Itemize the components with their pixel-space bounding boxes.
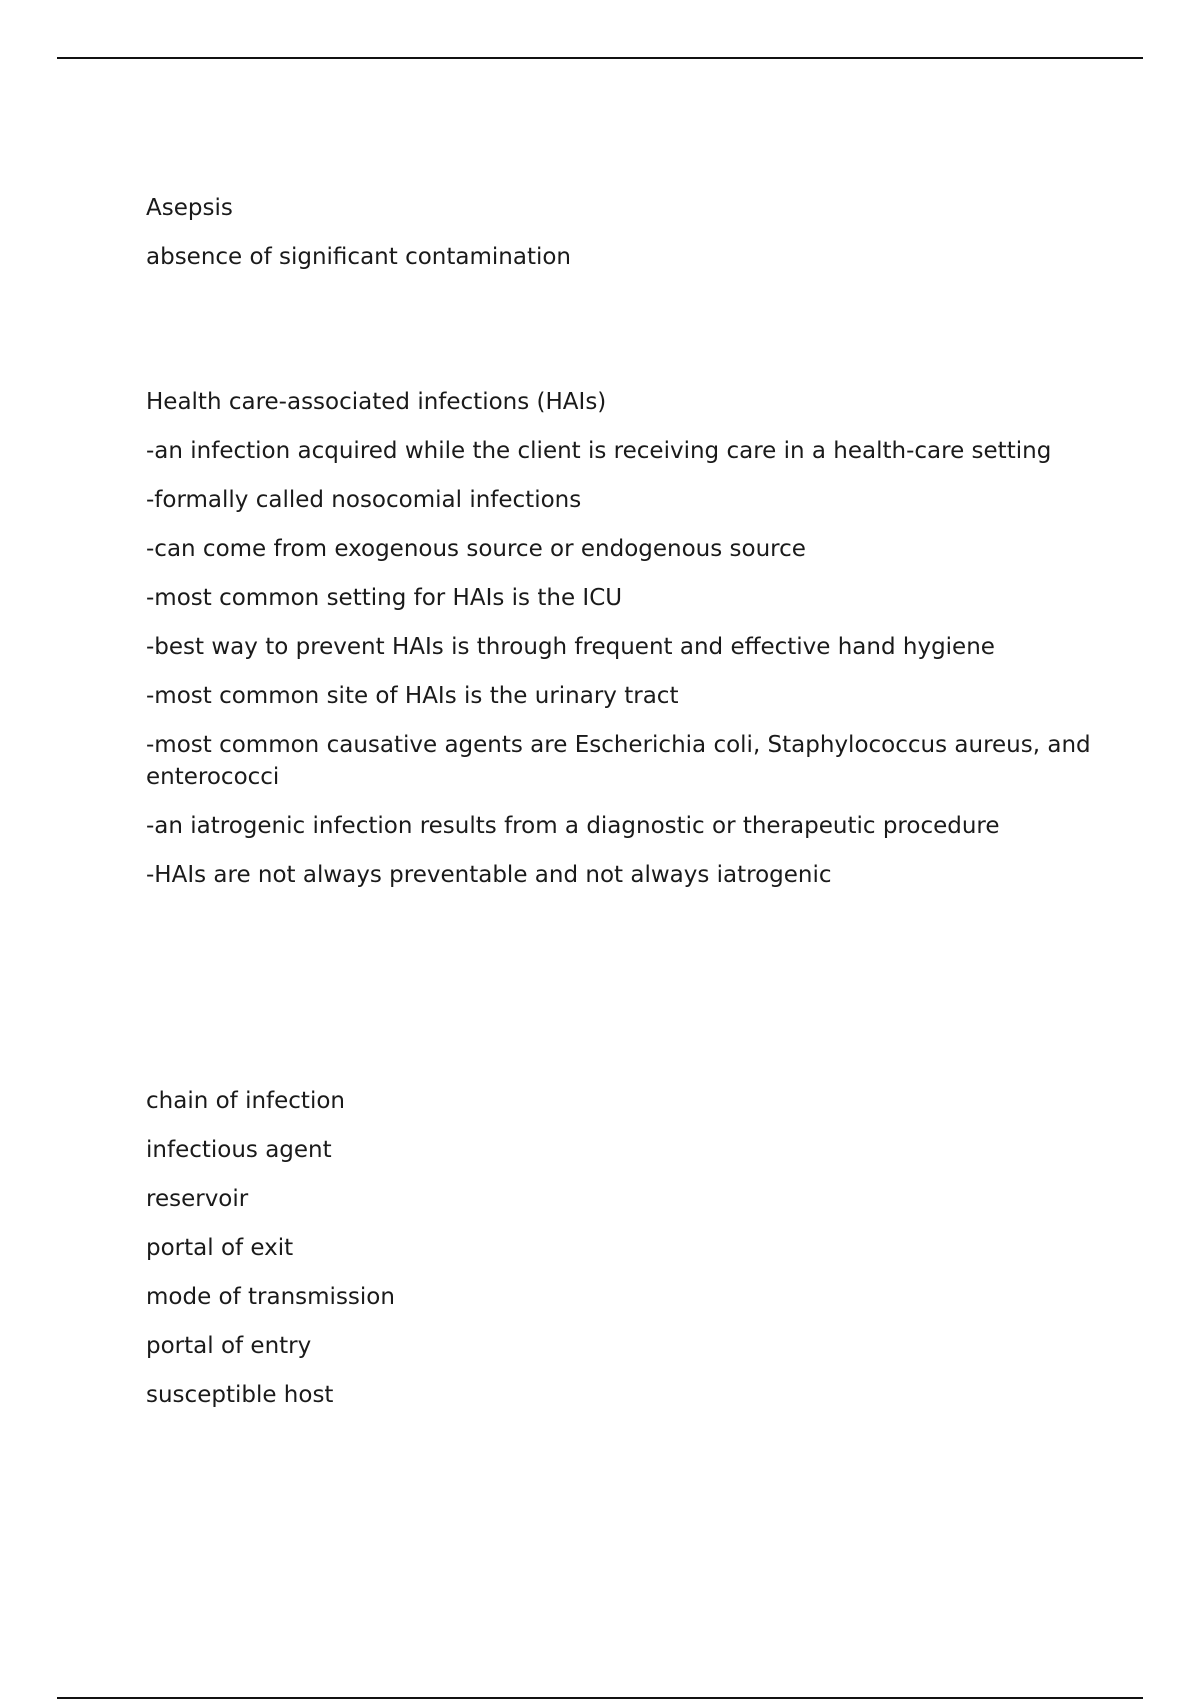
- card-definition-line: portal of exit: [146, 1235, 294, 1261]
- card-definition-line: -can come from exogenous source or endogenous source: [146, 536, 806, 562]
- card-term: Health care-associated infections (HAIs): [146, 389, 607, 415]
- card-definition-line: absence of significant contamination: [146, 244, 571, 270]
- card-definition-line: -an iatrogenic infection results from a diagnostic or therapeutic procedure: [146, 813, 1000, 839]
- card-definition-line: mode of transmission: [146, 1284, 395, 1310]
- flashcard-asepsis: [146, 192, 1106, 290]
- flashcard-chain-of-infection: [146, 1085, 1106, 1428]
- card-definition-line: -most common causative agents are Escherichia coli, Staphylococcus aureus, and enterococci: [146, 732, 1091, 790]
- card-definition-line: -most common setting for HAIs is the ICU: [146, 585, 623, 611]
- card-definition-line: -best way to prevent HAIs is through frequent and effective hand hygiene: [146, 634, 995, 660]
- bottom-divider: [57, 1697, 1143, 1699]
- top-divider: [57, 57, 1143, 59]
- card-definition-line: -most common site of HAIs is the urinary tract: [146, 683, 679, 709]
- card-definition-line: -HAIs are not always preventable and not always iatrogenic: [146, 862, 832, 888]
- card-definition-line: -an infection acquired while the client is receiving care in a health-care setting: [146, 438, 1052, 464]
- card-definition-line: portal of entry: [146, 1333, 312, 1359]
- card-term: Asepsis: [146, 195, 233, 221]
- card-definition-line: reservoir: [146, 1186, 249, 1212]
- card-definition-line: susceptible host: [146, 1382, 334, 1408]
- card-definition-line: -formally called nosocomial infections: [146, 487, 582, 513]
- card-term: chain of infection: [146, 1088, 345, 1114]
- flashcard-hais: [146, 386, 1106, 908]
- card-definition-line: infectious agent: [146, 1137, 332, 1163]
